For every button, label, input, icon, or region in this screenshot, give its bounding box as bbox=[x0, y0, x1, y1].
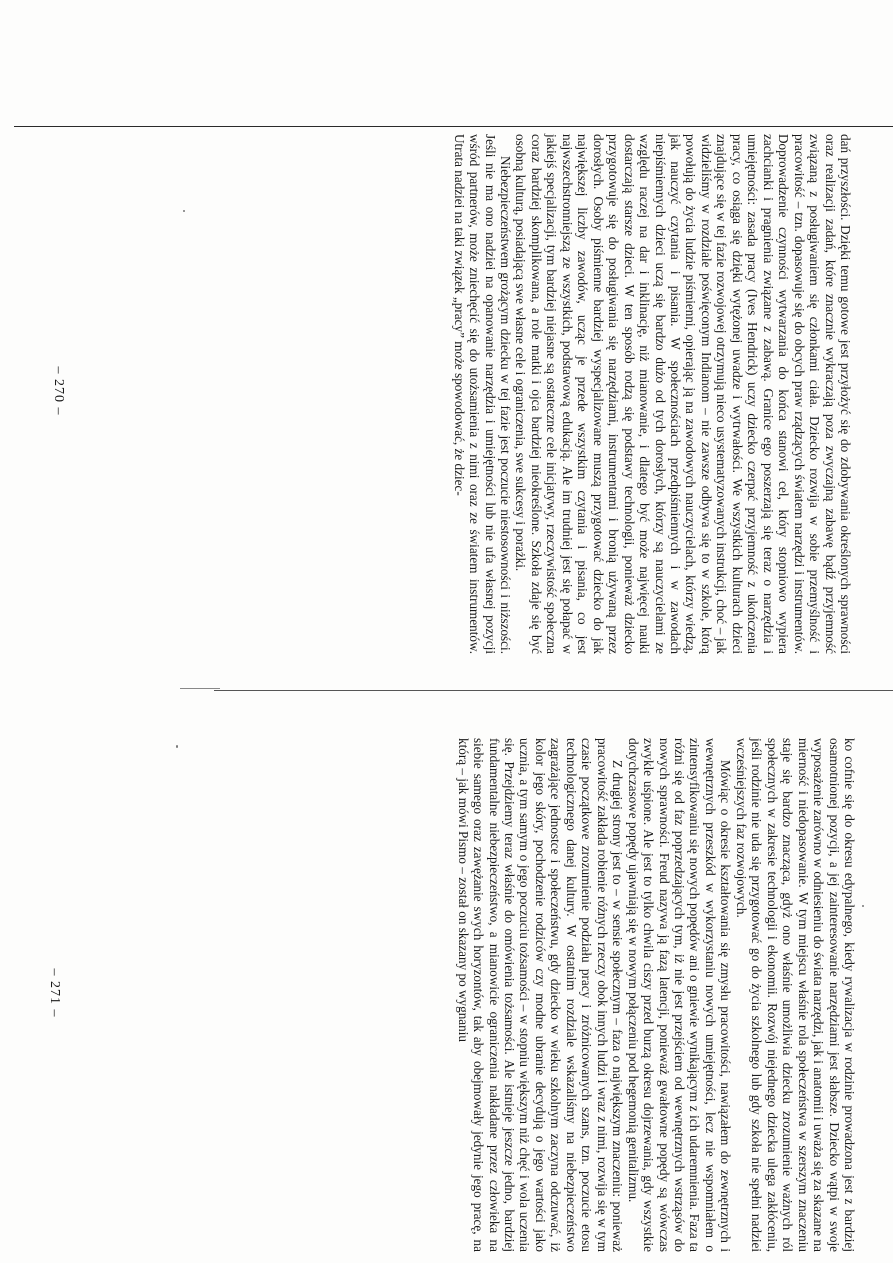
paragraph: Z drugiej strony jest to – w sensie społecznym – faza o największym znaczeniu: ponieważ pracowitość zakłada robienie różnych rzeczy obok innych ludzi i wraz z nimi, rozwija się w tym czasie początkowe zrozumienie podziału pracy i zróżnicowanych szans, tzn. poczucie etosu technologicznego danej kultury. W ostatnim rozdziale wskazaliśmy na niebezpieczeństwo zagrażające jednostce i społeczeństwu, gdy dziecko w wieku szkolnym zaczyna odczuwać, iż kolor jego skóry, pochodzenie rodziców czy modne ubranie decydują o jego wartości jako ucznia, a tym samym o jego poczuciu tożsamości – w stopniu większym niż chęć i wola uczenia się. Przejdziemy teraz właśnie do omówienia tożsamości. Ale istnieje jeszcze jedno, bardziej fundamentalne niebezpieczeństwo, a mianowicie ograniczenia nakładane przez człowieka na siebie samego oraz zawężanie swych horyzontów, tak aby obejmowały jedynie jego pracę, na którą – jak mówi Pismo – został on skazany po wygnaniu bbox=[455, 738, 626, 1252]
paragraph: ko cofnie się do okresu edypalnego, kiedy rywalizacja w rodzinie prowadzona jest z bardziej osamotnionej pozycji, a jej zainteresowanie narzędziami jest słabsze. Dziecko wątpi w swoje wyposażenie zarówno w odniesieniu do świata narzędzi, jak i anatomii i uważa się za skazane na mierność i niedopasowanie. W tym miejscu właśnie rola społeczeństwa w szerszym znaczeniu staje się bardzo znacząca, gdyż ono właśnie umożliwia dziecku zrozumienie ważnych ról społecznych w zakresie technologii i ekonomii. Rozwój niejednego dziecka ulega zakłóceniu, jeśli rodzinie nie uda się przygotować go do życia szkolnego lub gdy szkoła nie spełni nadziei wcześniejszych faz rozwojowych. bbox=[733, 738, 857, 1252]
page-number-270: – 270 – bbox=[51, 366, 66, 416]
top-border-line bbox=[14, 126, 893, 127]
page-divider-mark bbox=[180, 688, 220, 689]
page-270-text bbox=[88, 134, 853, 654]
page-271-text bbox=[82, 738, 857, 1252]
page-270 bbox=[88, 134, 853, 654]
page-divider-line bbox=[214, 690, 893, 691]
scan-speck bbox=[862, 905, 864, 907]
paragraph: Mówiąc o okresie kształtowania się zmysłu pracowitości, nawiązałem do zewnętrznych i wewnętrznych przeszkód w wykorzystaniu nowych umiejętności, lecz nie wspomniałem o zintensyfikowaniu się nowych popędów ani o gniewie wynikającym z ich udaremnienia. Faza ta różni się od faz poprzedzających tym, iż nie jest przejściem od wewnętrznych wstrząsów do nowych sprawności. Freud nazywa ją fazą latencji, ponieważ gwałtowne popędy są wówczas zwykle uśpione. Ale jest to tylko chwila ciszy przed burzą okresu dojrzewania, gdy wszystkie dotychczasowe popędy ujawniają się w nowym połączeniu pod hegemonią genitalizmu. bbox=[625, 738, 734, 1252]
page-271 bbox=[82, 738, 857, 1252]
paragraph: Niebezpieczeństwem grożącym dziecku w tej fazie jest poczucie niestosowności i niższości. Jeśli nie ma ono nadziei na opanowanie narzędzia i umiejętności lub nie ufa własnej pozycji wśród partnerów, może zniechęcić się do utożsamienia z nimi oraz ze światem instrumentów. Utrata nadziei na taki związek „pracy” może spowodować, że dziec- bbox=[451, 134, 514, 654]
page-number-271: – 271 – bbox=[47, 968, 62, 1018]
paragraph: dań przyszłości. Dzięki temu gotowe jest przyłożyć się do zdobywania określonych sprawności oraz realizacji zadań, które znacznie wykraczają poza zwyczajną zabawę bądź przyjemność związaną z posługiwaniem się członkami ciała. Dziecko rozwija w sobie przemyślność i pracowitość – tzn. dopasowuje się do obcych praw rządzących światem narzędzi i instrumentów. Doprowadzenie czynności wytwarzania do końca stanowi cel, który stopniowo wypiera zachcianki i pragnienia związane z zabawą. Granice ego poszerzają się teraz o narzędzia i umiejętności: zasada pracy (Ives Hendrick) uczy dziecko czerpać przyjemność z ukończenia pracy, co osiąga się dzięki wytężonej uwadze i wytrwałości. We wszystkich kulturach dzieci znajdujące się w tej fazie rozwojowej otrzymują nieco usystematyzowanych instrukcji, choć – jak widzieliśmy w rozdziale poświęconym Indianom – nie zawsze odbywa się to w szkole, którą powołują do życia ludzie piśmienni, opierając ją na zawodowych nauczycielach, którzy wiedzą, jak nauczyć czytania i pisania. W społecznościach przedpiśmiennych i w zawodach niepiśmiennych dzieci uczą się bardzo dużo od tych dorosłych, którzy są nauczycielami ze względu raczej na dar i inklinację, niż mianowanie, i dlatego być może najwięcej nauki dostarczają starsze dzieci. W ten sposób rodzą się podstawy technologii, ponieważ dziecko przygotowuje się do posługiwania się narzędziami, instrumentami i bronią używaną przez dorosłych. Osoby piśmienne bardziej wyspecjalizowane muszą przygotować dziecko do jak największej liczby zawodów, ucząc je przede wszystkim czytania i pisania, co jest najwszechstronniejszą ze wszystkich, podstawową edukacją. Ale im trudniej jest się połapać w jakiejś specjalizacji, tym bardziej niejasne są ostateczne cele inicjatywy, rzeczywistość społeczna coraz bardziej skomplikowana, a role matki i ojca bardziej nieokreślone. Szkoła zdaje się być osobną kulturą, posiadającą swe własne cele i ograniczenia, swe sukcesy i porażki. bbox=[513, 134, 853, 654]
